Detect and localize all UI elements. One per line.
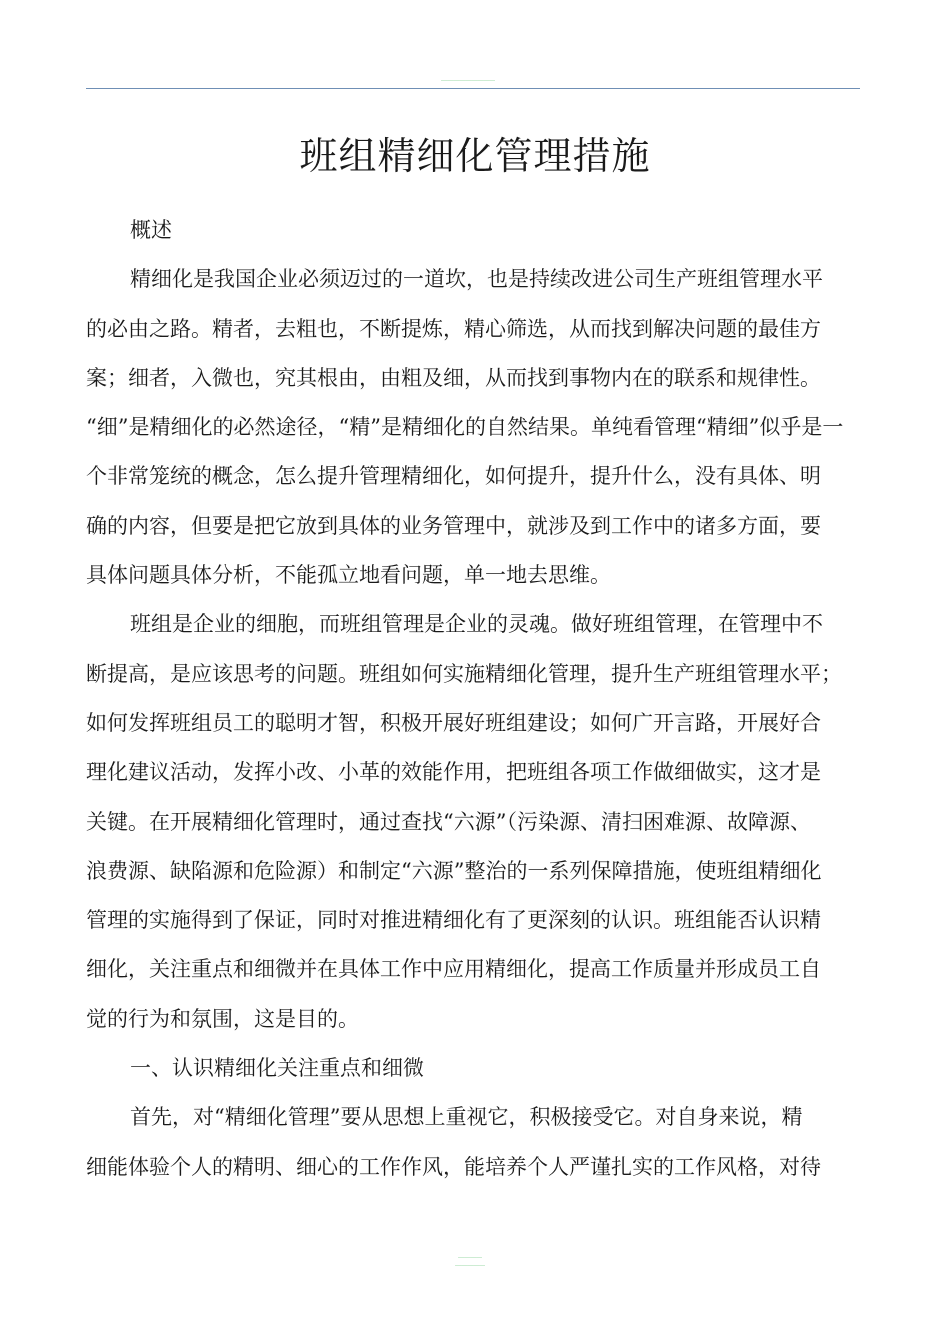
body-line: 班组是企业的细胞，而班组管理是企业的灵魂。做好班组管理，在管理中不 (130, 612, 823, 637)
footer-watermark-line1: ………… (458, 1253, 482, 1260)
header-watermark-line2: ………………………… (438, 84, 498, 91)
body-line: 觉的行为和氛围，这是目的。 (86, 1006, 359, 1031)
body-line: 案；细者，入微也，究其根由，由粗及细，从而找到事物内在的联系和规律性。 (86, 365, 821, 390)
body-line: 具体问题具体分析，不能孤立地看问题，单一地去思维。 (86, 563, 611, 588)
document-title: 班组精细化管理措施 (299, 134, 651, 178)
document-body (86, 206, 876, 1192)
body-line: 精细化是我国企业必须迈过的一道坎，也是持续改进公司生产班组管理水平 (130, 267, 823, 292)
body-line: 管理的实施得到了保证，同时对推进精细化有了更深刻的认识。班组能否认识精 (86, 908, 821, 933)
header-watermark (418, 76, 518, 92)
body-line: 关键。在开展精细化管理时，通过查找“六源”（污染源、清扫困难源、故障源、 (86, 809, 811, 834)
body-line: 首先，对“精细化管理”要从思想上重视它，积极接受它。对自身来说，精 (130, 1105, 803, 1130)
body-line: 一、认识精细化关注重点和细微 (130, 1056, 424, 1081)
body-line: 细能体验个人的精明、细心的工作作风，能培养个人严谨扎实的工作风格，对待 (86, 1154, 821, 1179)
body-line: 概述 (130, 218, 172, 242)
footer-watermark (420, 1253, 520, 1269)
body-line: 如何发挥班组员工的聪明才智，积极开展好班组建设；如何广开言路，开展好合 (86, 710, 821, 735)
body-line: 断提高，是应该思考的问题。班组如何实施精细化管理，提升生产班组管理水平； (86, 661, 842, 686)
header-rule (86, 88, 860, 89)
body-line: 个非常笼统的概念，怎么提升管理精细化，如何提升，提升什么，没有具体、明 (86, 464, 821, 489)
body-line: 理化建议活动，发挥小改、小革的效能作用，把班组各项工作做细做实，这才是 (86, 760, 821, 785)
footer-watermark-line2: …………… (455, 1261, 485, 1268)
body-line: 的必由之路。精者，去粗也，不断提炼，精心筛选，从而找到解决问题的最佳方 (86, 316, 821, 341)
body-line: 细化，关注重点和细微并在具体工作中应用精细化，提高工作质量并形成员工自 (86, 957, 821, 982)
body-line: “细”是精细化的必然途径，“精”是精细化的自然结果。单纯看管理“精细”似乎是一 (86, 415, 844, 440)
body-line: 确的内容，但要是把它放到具体的业务管理中，就涉及到工作中的诸多方面，要 (86, 513, 821, 538)
body-line: 浪费源、缺陷源和危险源）和制定“六源”整治的一系列保障措施，使班组精细化 (86, 858, 822, 883)
header-watermark-line1: ……………………… (441, 76, 495, 83)
